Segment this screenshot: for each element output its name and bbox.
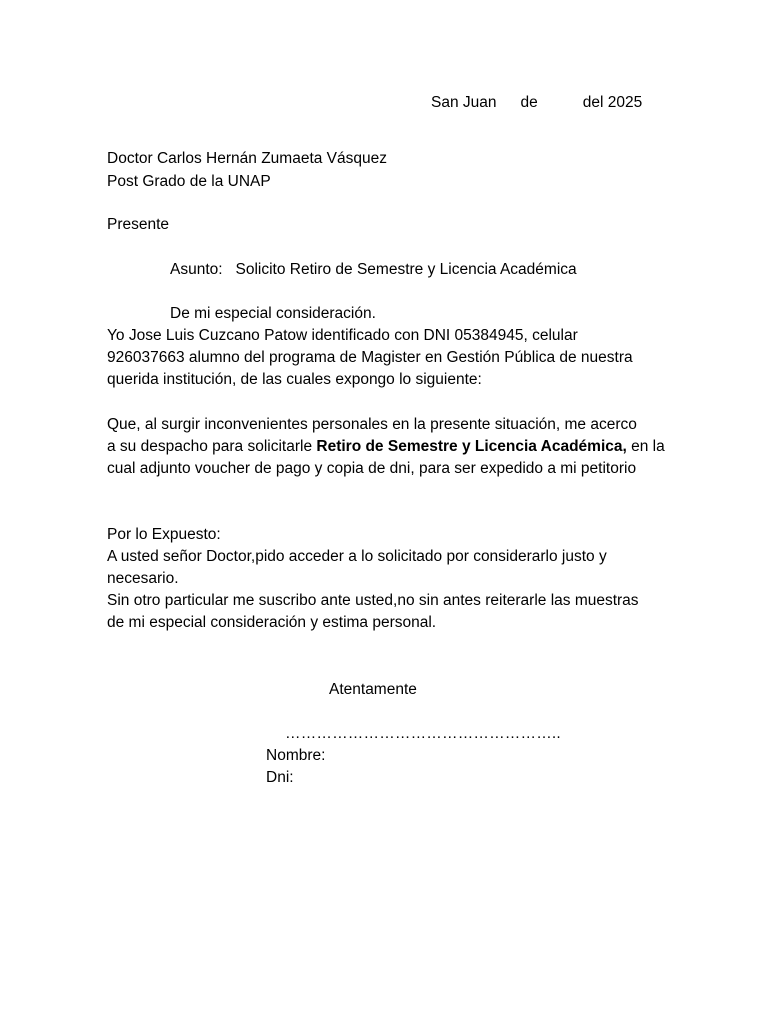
closing-line-1: Por lo Expuesto: xyxy=(107,526,221,543)
valediction: Atentamente xyxy=(329,681,417,698)
request-line-1: Que, al surgir inconvenientes personales en la presente situación, me acerco xyxy=(107,416,637,433)
dni-label: Dni: xyxy=(266,769,294,786)
date-de: de xyxy=(520,94,538,111)
request-line-2-start: a su despacho para solicitarle xyxy=(107,438,317,455)
request-line-3: cual adjunto voucher de pago y copia de dni, para ser expedido a mi petitorio xyxy=(107,460,637,477)
request-line-2-bold: Retiro de Semestre y Licencia Académica, xyxy=(316,438,627,455)
subject-line xyxy=(170,259,577,281)
intro-line-2: 926037663 alumno del programa de Magister en Gestión Pública de nuestra xyxy=(107,349,633,366)
subject-label: Asunto: xyxy=(170,261,223,278)
request-line-2 xyxy=(107,436,665,458)
closing-line-4: Sin otro particular me suscribo ante usted,no sin antes reiterarle las muestras xyxy=(107,592,639,609)
name-label: Nombre: xyxy=(266,747,326,764)
presente-label: Presente xyxy=(107,216,170,233)
date-line xyxy=(431,92,642,114)
recipient-office: Post Grado de la UNAP xyxy=(107,173,271,190)
closing-line-2: A usted señor Doctor,pido acceder a lo solicitado por considerarlo justo y xyxy=(107,548,607,565)
greeting: De mi especial consideración. xyxy=(170,305,376,322)
intro-line-3: querida institución, de las cuales expongo lo siguiente: xyxy=(107,371,482,388)
intro-line-1: Yo Jose Luis Cuzcano Patow identificado con DNI 05384945, celular xyxy=(107,327,578,344)
subject-text: Solicito Retiro de Semestre y Licencia Académica xyxy=(235,261,577,278)
date-year: del 2025 xyxy=(582,94,643,111)
request-line-2-end: en la xyxy=(626,438,665,455)
closing-line-5: de mi especial consideración y estima personal. xyxy=(107,614,437,631)
recipient-name: Doctor Carlos Hernán Zumaeta Vásquez xyxy=(107,150,387,167)
date-city: San Juan xyxy=(431,94,497,111)
closing-line-3: necesario. xyxy=(107,570,179,587)
signature-line: …………………………………………….. xyxy=(285,725,561,742)
